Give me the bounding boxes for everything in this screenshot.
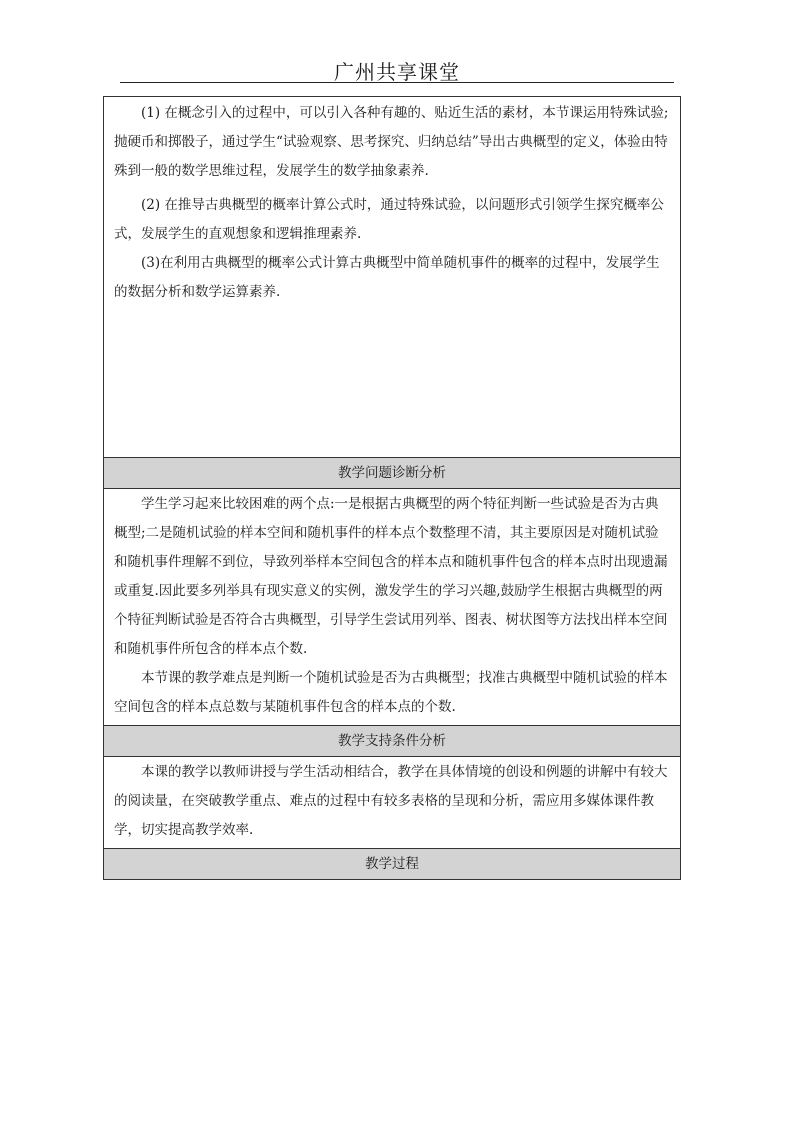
diagnosis-paragraph-1: 学生学习起来比较困难的两个点:一是根据古典概型的两个特征判断一些试验是否为古典概型;二是随机试验的样本空间和随机事件的样本点个数整理不清，其主要原因是对随机试验和随机事件理解不到位，导致列举样本空间包含的样本点和随机事件包含的样本点时出现遗漏或重复.因此要多列举具有现实意义的实例，激发学生的学习兴趣,鼓励学生根据古典概型的两个特征判断试验是否符合古典概型，引导学生尝试用列举、图表、树状图等方法找出样本空间和随机事件所包含的样本点个数. [114,496,668,657]
support-cell [104,757,681,849]
goals-row [104,97,681,458]
diagnosis-header-row [104,458,681,489]
diagnosis-heading: 教学问题诊断分析 [104,458,681,489]
support-paragraph-1: 本课的教学以教师讲授与学生活动相结合，教学在具体情境的创设和例题的讲解中有较大的阅读量，在突破教学重点、难点的过程中有较多表格的呈现和分析，需应用多媒体课件教学，切实提高教学效率. [114,764,668,838]
diagnosis-cell [104,489,681,726]
page-header-title: 广州共享课堂 [334,60,460,84]
header-divider [120,82,674,83]
support-heading: 教学支持条件分析 [104,726,681,757]
goals-cell [104,97,681,458]
process-heading: 教学过程 [104,849,681,880]
goal-item-2: (2) 在推导古典概型的概率计算公式时，通过特殊试验，以问题形式引领学生探究概率公式，发展学生的直观想象和逻辑推理素养. [114,197,664,242]
diagnosis-row [104,489,681,726]
goal-item-3: (3)在利用古典概型的概率公式计算古典概型中简单随机事件的概率的过程中，发展学生的数据分析和数学运算素养. [114,255,660,300]
goal-item-1: (1) 在概念引入的过程中，可以引入各种有趣的、贴近生活的素材，本节课运用特殊试验;抛硬币和掷骰子，通过学生“试验观察、思考探究、归纳总结”导出古典概型的定义，体验由特殊到一般的数学思维过程，发展学生的数学抽象素养. [114,105,669,179]
support-row [104,757,681,849]
diagnosis-paragraph-2: 本节课的教学难点是判断一个随机试验是否为古典概型；找准古典概型中随机试验的样本空间包含的样本点总数与某随机事件包含的样本点的个数. [114,670,668,715]
lesson-plan-table [103,96,681,880]
process-header-row [104,849,681,880]
support-header-row [104,726,681,757]
